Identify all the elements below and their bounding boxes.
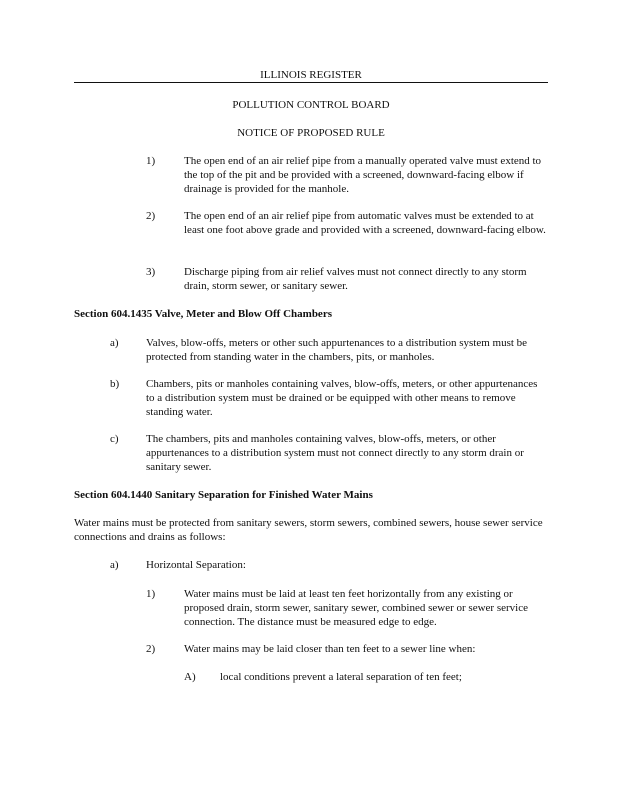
item-text: Water mains must be laid at least ten feet horizontally from any existing or proposed drain, storm sewer, sanitary sewer, combined sewer or sewer service connection. The distance must be measured edge to edge. xyxy=(184,588,528,628)
item-text: local conditions prevent a lateral separation of ten feet; xyxy=(220,671,462,683)
item-text: The open end of an air relief pipe from a manually operated valve must extend to the top of the pit and be provided with a screened, downward-facing elbow if drainage is provided for the manhole. xyxy=(184,155,542,195)
item-text: The open end of an air relief pipe from automatic valves must be extended to at least one foot above grade and provided with a screened, downward-facing elbow. xyxy=(184,210,546,236)
item-text: Discharge piping from air relief valves must not connect directly to any storm drain, storm sewer, or sanitary sewer. xyxy=(184,266,527,292)
item-number: b) xyxy=(110,378,120,390)
item-number: 1) xyxy=(146,155,156,167)
section-intro: Water mains must be protected from sanitary sewers, storm sewers, combined sewers, house sewer service connections and drains as follows: xyxy=(74,517,543,543)
item-text: The chambers, pits and manholes containing valves, blow-offs, meters, or other appurtenances to a distribution system must not connect directly to any storm drain or sanitary sewer. xyxy=(146,433,524,473)
item-text: Chambers, pits or manholes containing valves, blow-offs, meters, or other appurtenances to a distribution system must be drained or be equipped with other means to remove standing water. xyxy=(146,378,538,418)
section-heading: Section 604.1435 Valve, Meter and Blow Off Chambers xyxy=(74,308,332,320)
section-heading: Section 604.1440 Sanitary Separation for Finished Water Mains xyxy=(74,489,373,501)
board-title: POLLUTION CONTROL BOARD xyxy=(232,99,390,111)
item-number: 1) xyxy=(146,588,156,600)
item-number: A) xyxy=(184,671,196,683)
item-text: Horizontal Separation: xyxy=(146,559,246,571)
item-number: 2) xyxy=(146,210,156,222)
item-number: a) xyxy=(110,337,119,349)
item-number: 2) xyxy=(146,643,156,655)
header-rule xyxy=(74,82,548,83)
notice-title: NOTICE OF PROPOSED RULE xyxy=(237,127,385,139)
item-number: c) xyxy=(110,433,119,445)
item-text: Water mains may be laid closer than ten feet to a sewer line when: xyxy=(184,643,476,655)
item-number: a) xyxy=(110,559,119,571)
item-text: Valves, blow-offs, meters or other such appurtenances to a distribution system must be protected from standing water in the chambers, pits, or manholes. xyxy=(146,337,528,363)
item-number: 3) xyxy=(146,266,156,278)
register-title: ILLINOIS REGISTER xyxy=(260,69,362,81)
